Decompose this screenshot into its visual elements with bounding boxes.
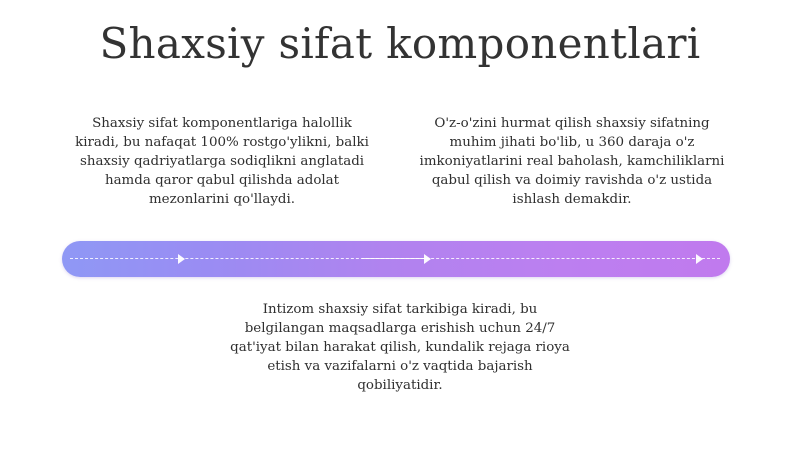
text-block-self-respect: O'z-o'zini hurmat qilish shaxsiy sifatning muhim jihati bo'lib, u 360 daraja o'z imkoniyatlarini real baholash, kamchiliklarni qabul qilish va doimiy ravishda o'z ustida ishlash demakdir. — [419, 116, 725, 207]
arrow-right-icon — [178, 254, 185, 264]
arrow-right-icon — [424, 254, 431, 264]
arrow-right-icon — [696, 254, 703, 264]
timeline-bar — [62, 241, 730, 277]
text-block-discipline: Intizom shaxsiy sifat tarkibiga kiradi, bu belgilangan maqsadlarga erishish uchun 24/7 qat'iyat bilan harakat qilish, kundalik rejaga rioya etish va vazifalarni o'z vaqtida bajarish qobiliyatidir. — [230, 302, 570, 393]
text-block-honesty: Shaxsiy sifat komponentlariga halollik kiradi, bu nafaqat 100% rostgo'ylikni, balki shaxsiy qadriyatlarga sodiqlikni anglatadi hamda qaror qabul qilishda adolat mezonlarini qo'llaydi. — [75, 116, 369, 207]
timeline-solid-segment — [362, 258, 428, 259]
slide-title: Shaxsiy sifat komponentlari — [99, 19, 701, 68]
